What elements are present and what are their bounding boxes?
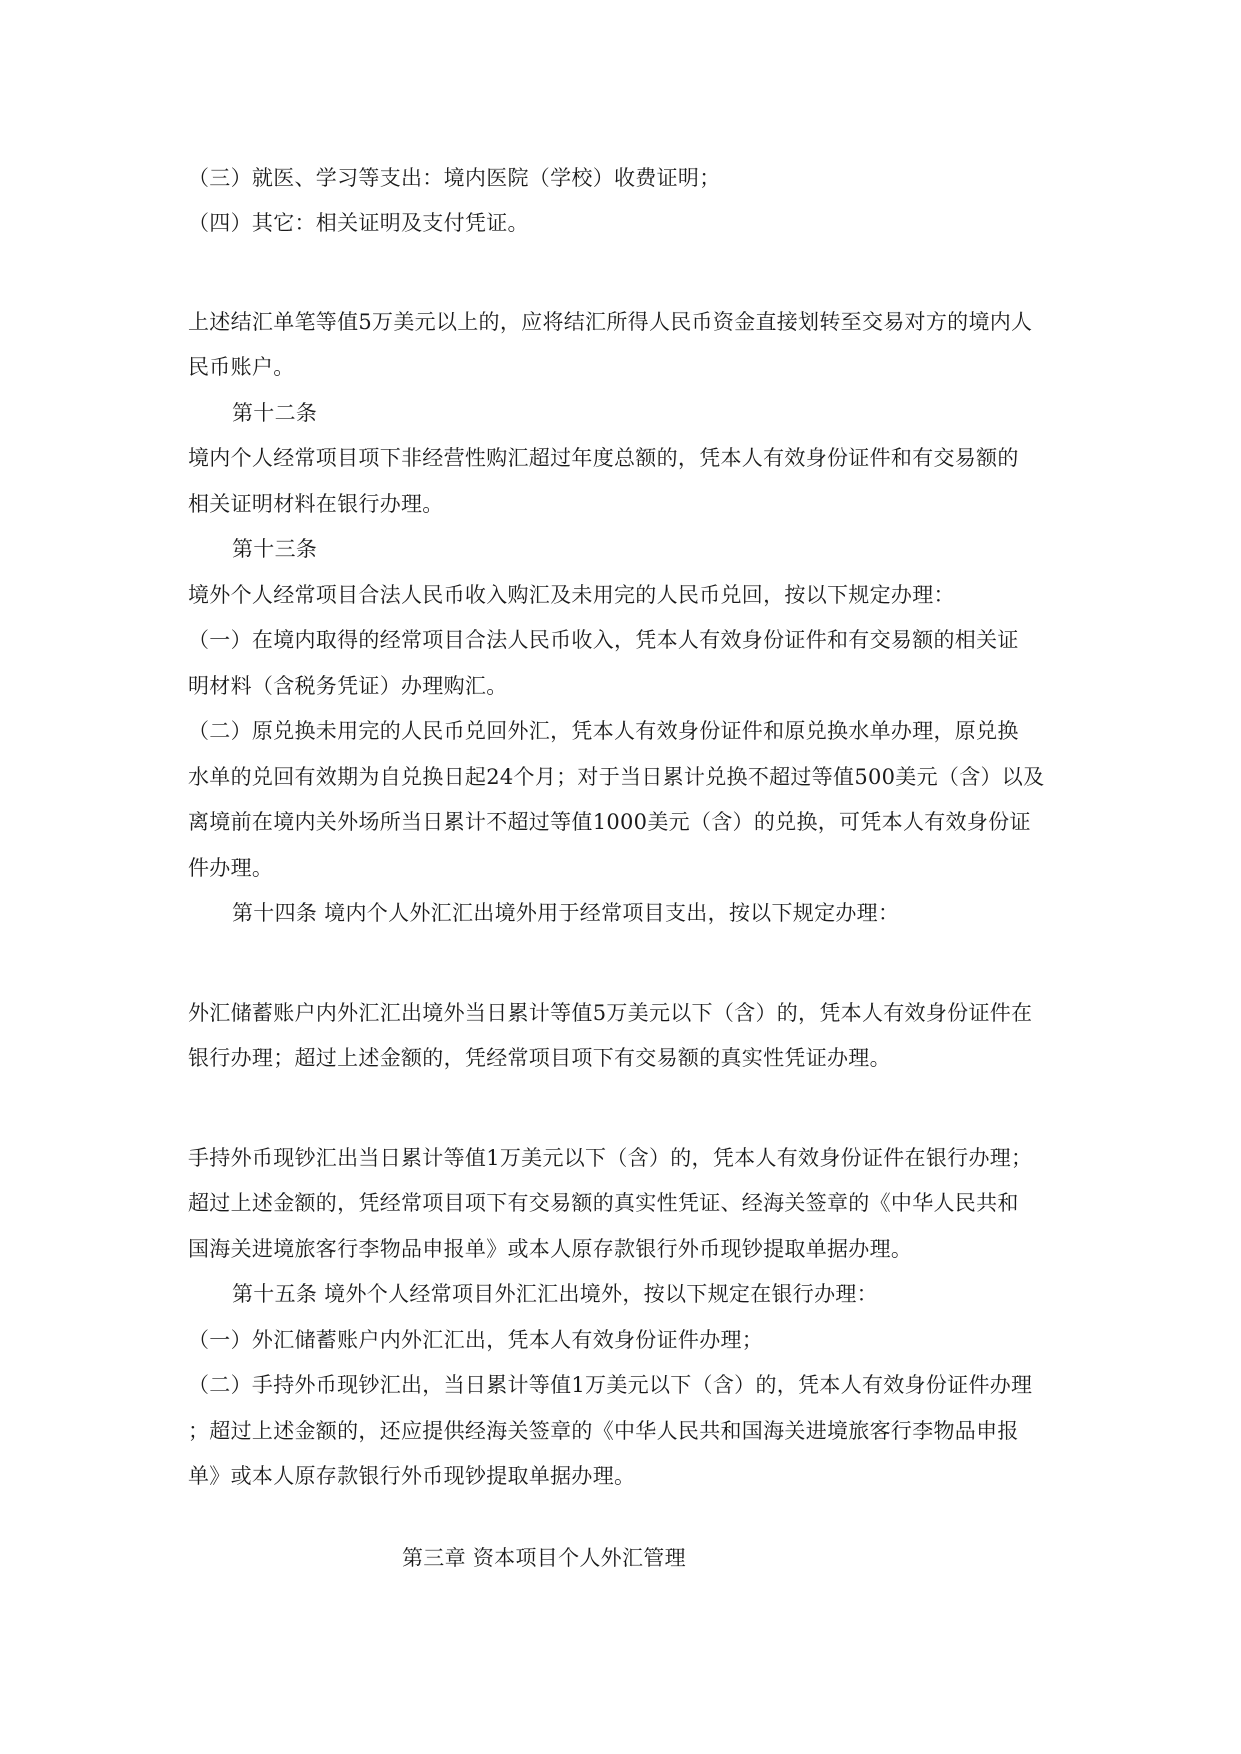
chapter-heading: 第三章 资本项目个人外汇管理 — [402, 1546, 686, 1570]
article-heading: 第十五条 境外个人经常项目外汇汇出境外，按以下规定在银行办理： — [232, 1282, 878, 1306]
paragraph-line: 离境前在境内关外场所当日累计不超过等值1000美元（含）的兑换，可凭本人有效身份证 — [188, 810, 1031, 834]
paragraph-line: 明材料（含税务凭证）办理购汇。 — [188, 674, 508, 698]
paragraph-line: （二）手持外币现钞汇出，当日累计等值1万美元以下（含）的，凭本人有效身份证件办理 — [188, 1373, 1033, 1397]
paragraph-line: 外汇储蓄账户内外汇汇出境外当日累计等值5万美元以下（含）的，凭本人有效身份证件在 — [188, 1001, 1033, 1025]
paragraph-line: 境内个人经常项目项下非经营性购汇超过年度总额的，凭本人有效身份证件和有交易额的 — [188, 446, 1019, 470]
paragraph-line: 上述结汇单笔等值5万美元以上的，应将结汇所得人民币资金直接划转至交易对方的境内人 — [188, 310, 1033, 334]
paragraph-line: ；超过上述金额的，还应提供经海关签章的《中华人民共和国海关进境旅客行李物品申报 — [188, 1419, 1019, 1443]
paragraph-line: 单》或本人原存款银行外币现钞提取单据办理。 — [188, 1464, 636, 1488]
paragraph-line: （二）原兑换未用完的人民币兑回外汇，凭本人有效身份证件和原兑换水单办理，原兑换 — [188, 719, 1019, 743]
paragraph-line: 境外个人经常项目合法人民币收入购汇及未用完的人民币兑回，按以下规定办理： — [188, 583, 955, 607]
article-heading: 第十三条 — [232, 537, 318, 561]
paragraph-line: 相关证明材料在银行办理。 — [188, 492, 444, 516]
paragraph-line: （三）就医、学习等支出：境内医院（学校）收费证明； — [188, 166, 721, 190]
paragraph-line: 银行办理；超过上述金额的，凭经常项目项下有交易额的真实性凭证办理。 — [188, 1046, 891, 1070]
paragraph-line: 国海关进境旅客行李物品申报单》或本人原存款银行外币现钞提取单据办理。 — [188, 1237, 913, 1261]
paragraph-line: （一）在境内取得的经常项目合法人民币收入，凭本人有效身份证件和有交易额的相关证 — [188, 628, 1019, 652]
paragraph-line: 民币账户。 — [188, 355, 295, 379]
article-heading: 第十四条 境内个人外汇汇出境外用于经常项目支出，按以下规定办理： — [232, 901, 900, 925]
paragraph-line: 件办理。 — [188, 856, 274, 880]
paragraph-line: （四）其它：相关证明及支付凭证。 — [188, 211, 529, 235]
paragraph-line: （一）外汇储蓄账户内外汇汇出，凭本人有效身份证件办理； — [188, 1328, 764, 1352]
paragraph-line: 超过上述金额的，凭经常项目项下有交易额的真实性凭证、经海关签章的《中华人民共和 — [188, 1191, 1019, 1215]
paragraph-line: 水单的兑回有效期为自兑换日起24个月；对于当日累计兑换不超过等值500美元（含）以及 — [188, 765, 1045, 789]
paragraph-line: 手持外币现钞汇出当日累计等值1万美元以下（含）的，凭本人有效身份证件在银行办理； — [188, 1146, 1033, 1170]
article-heading: 第十二条 — [232, 401, 318, 425]
